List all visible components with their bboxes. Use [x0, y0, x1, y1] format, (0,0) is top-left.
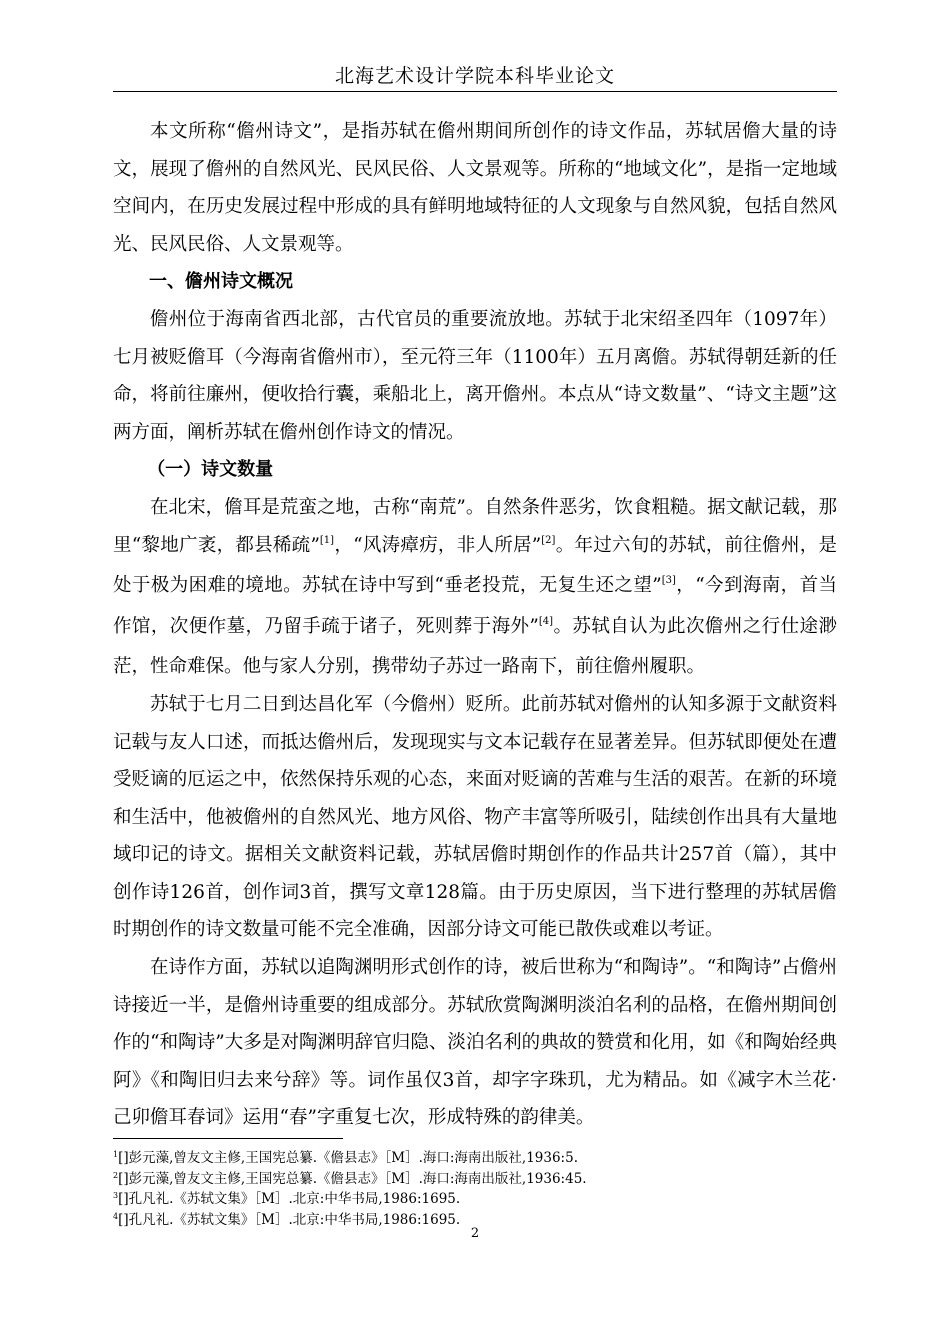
footnote-number: 4 [113, 1211, 119, 1221]
paragraph-text: ，“风涛瘴疠，非人所居” [334, 534, 542, 556]
citation-ref[interactable]: [4] [538, 615, 554, 627]
footnote-number: 2 [113, 1170, 119, 1180]
footnote-number: 3 [113, 1191, 119, 1200]
footnote-text: []孔凡礼.《苏轼文集》［M］.北京:中华书局,1986:1695. [118, 1211, 461, 1228]
paragraph-text: 。苏轼自认为此次儋州之行仕途渺茫，性命难保。他与家人分别，携带幼子苏过一路南下，前往儋州履职。 [113, 615, 837, 678]
footnote-text: []彭元藻,曾友文主修,王国宪总纂.《儋县志》［M］.海口:海南出版社,1936:5. [118, 1150, 578, 1166]
citation-ref[interactable]: [1] [319, 534, 335, 546]
footnote-text: []彭元藻,曾友文主修,王国宪总纂.《儋县志》［M］.海口:海南出版社,1936:45. [118, 1170, 587, 1187]
page-number: 2 [470, 1226, 480, 1241]
paragraph-text: 在北宋，儋耳是荒蛮之地，古称“南荒”。自然条件恶劣，饮食粗糙。据文献记载，那里“黎地广袤，都县稀疏” [113, 496, 837, 556]
footnote-number: 1 [113, 1150, 119, 1159]
footnote [113, 1190, 837, 1211]
paragraph-poem-quantity-1 [113, 489, 837, 686]
paragraph-poem-quantity-2: 苏轼于七月二日到达昌化军（今儋州）贬所。此前苏轼对儋州的认知多源于文献资料记载与友人口述，而抵达儋州后，发现现实与文本记载存在显著差异。但苏轼即便处在遭受贬谪的厄运之中，依然保持乐观的心态，来面对贬谪的苦难与生活的艰苦。在新的环境和生活中，他被儋州的自然风光、地方风俗、物产丰富等所吸引，陆续创作出具有大量地域印记的诗文。据相关文献资料记载，苏轼居儋时期创作的作品共计257首（篇），其中创作诗126首，创作词3首，撰写文章128篇。由于历史原因，当下进行整理的苏轼居儋时期创作的诗文数量可能不完全准确，因部分诗文可能已散佚或难以考证。 [113, 693, 837, 941]
running-header: 北海艺术设计学院本科毕业论文 [334, 65, 615, 87]
paragraph-text: ，“今到海南，首当作馆，次便作墓，乃留手疏于诸子，死则葬于海外” [113, 575, 837, 637]
footnote-rule [113, 1138, 343, 1139]
footnotes [113, 1149, 837, 1231]
paragraph-text: 。年过六旬的苏轼，前往儋州，是处于极为困难的境地。苏轼在诗中写到“垂老投荒，无复生还之望” [113, 534, 837, 597]
footnote [113, 1149, 837, 1170]
section-paragraph: 儋州位于海南省西北部，古代官员的重要流放地。苏轼于北宋绍圣四年（1097年）七月被贬儋耳（今海南省儋州市），至元符三年（1100年）五月离儋。苏轼得朝廷新的任命，将前往廉州，便收拾行囊，乘船北上，离开儋州。本点从“诗文数量”、“诗文主题”这两方面，阐析苏轼在儋州创作诗文的情况。 [113, 308, 837, 443]
intro-paragraph: 本文所称“儋州诗文”，是指苏轼在儋州期间所创作的诗文作品，苏轼居儋大量的诗文，展现了儋州的自然风光、民风民俗、人文景观等。所称的“地域文化”，是指一定地域空间内，在历史发展过程中形成的具有鲜明地域特征的人文现象与自然风貌，包括自然风光、民风民俗、人文景观等。 [113, 121, 837, 255]
citation-ref[interactable]: [3] [661, 575, 676, 587]
section-heading: 一、儋州诗文概况 [149, 271, 293, 293]
body-text [113, 113, 837, 1137]
header-rule [113, 91, 837, 92]
footnote-text: []孔凡礼.《苏轼文集》［M］.北京:中华书局,1986:1695. [118, 1191, 461, 1207]
subsection-heading: （一）诗文数量 [147, 459, 274, 481]
footnote [113, 1170, 837, 1191]
paragraph-poem-quantity-3: 在诗作方面，苏轼以追陶渊明形式创作的诗，被后世称为“和陶诗”。“和陶诗”占儋州诗接近一半，是儋州诗重要的组成部分。苏轼欣赏陶渊明淡泊名利的品格，在儋州期间创作的“和陶诗”大多是对陶渊明辞官归隐、淡泊名利的典故的赞赏和化用，如《和陶始经典阿》《和陶旧归去来兮辞》等。词作虽仅3首，却字字珠玑，尤为精品。如《减字木兰花·己卯儋耳春词》运用“春”字重复七次，形成特殊的韵律美。 [113, 957, 837, 1129]
citation-ref[interactable]: [2] [541, 534, 556, 546]
